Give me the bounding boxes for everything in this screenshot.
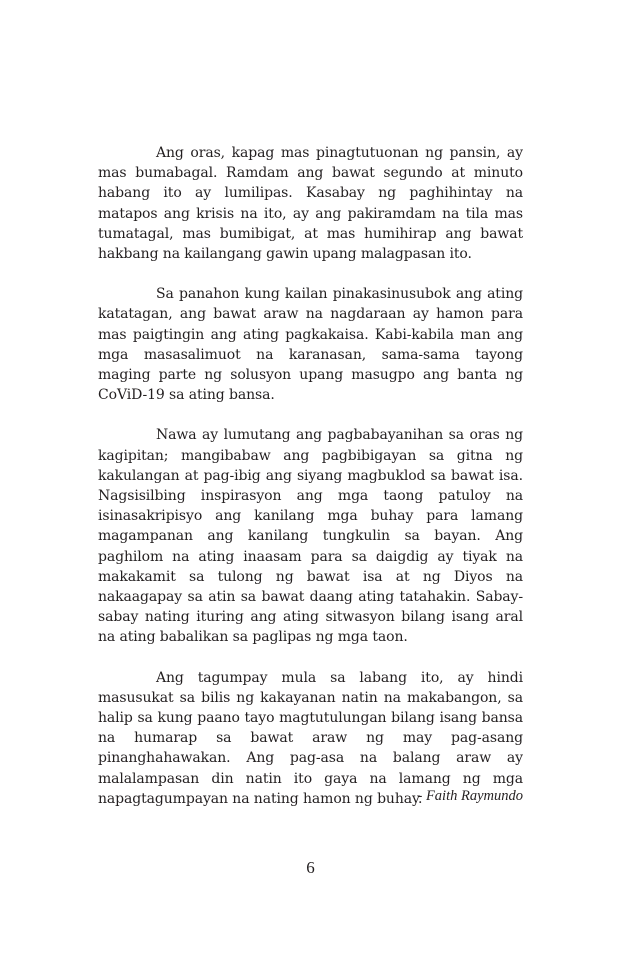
body-text [98, 143, 523, 809]
page-number: 6 [306, 858, 315, 877]
paragraph: Sa panahon kung kailan pinakasinusubok ang ating katatagan, ang bawat araw na nagdaraan ay hamon para mas paigtingin ang ating pagkakaisa. Kabi-kabila man ang mga masasalimuot na karanasan, sama-sama tayong maging parte ng solusyon upang masugpo ang banta ng CoViD-19 sa ating bansa. [98, 286, 523, 404]
author-signature: - Faith Raymundo [417, 788, 523, 804]
paragraph: Ang tagumpay mula sa labang ito, ay hindi masusukat sa bilis ng kakayanan natin na makabangon, sa halip sa kung paano tayo magtutulungan bilang isang bansa na humarap sa bawat araw ng may pag-asang pinanghahawakan. Ang pag-asa na balang araw ay malalampasan din natin ito gaya na lamang ng mga napagtagumpayan na nating hamon ng buhay. [98, 669, 523, 807]
paragraph: Nawa ay lumutang ang pagbabayanihan sa oras ng kagipitan; mangibabaw ang pagbibigayan sa gitna ng kakulangan at pag-ibig ang siyang magbuklod sa bawat isa. Nagsisilbing inspirasyon ang mga taong patuloy na isinasakripisyo ang kanilang mga buhay para lamang magampanan ang kanilang tungkulin sa bayan. Ang paghilom na ating inaasam para sa daigdig ay tiyak na makakamit sa tulong ng bawat isa at ng Diyos na nakaagapay sa atin sa bawat daang ating tatahakin. Sabay-sabay nating ituring ang ating sitwasyon bilang isang aral na ating babalikan sa paglipas ng mga taon. [98, 427, 523, 646]
paragraph: Ang oras, kapag mas pinagtutuonan ng pansin, ay mas bumabagal. Ramdam ang bawat segundo at minuto habang ito ay lumilipas. Kasabay ng paghihintay na matapos ang krisis na ito, ay ang pakiramdam na tila mas tumatagal, mas bumibigat, at mas humihirap ang bawat hakbang na kailangang gawin upang malagpasan ito. [98, 145, 523, 263]
